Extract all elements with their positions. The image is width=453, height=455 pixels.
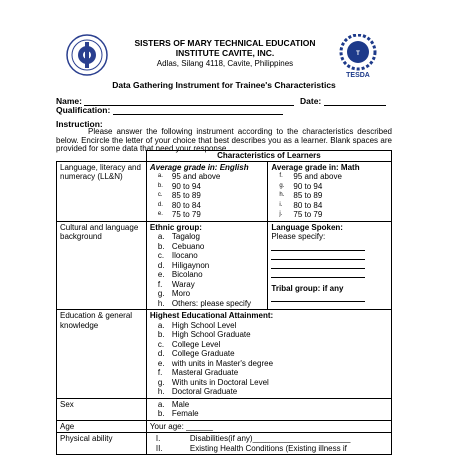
math-grade-title: Average grade in: Math [271,162,360,172]
option-item[interactable] [150,400,388,410]
option-item[interactable] [150,299,265,309]
option-item[interactable] [150,191,265,201]
option-letter: f. [157,368,163,377]
row-label: Sex [57,398,147,420]
table-header: Characteristics of Learners [146,151,391,162]
option-text: 90 to 94 [171,181,201,191]
education-title: Highest Educational Attainment: [149,311,274,320]
option-text: Doctoral Graduate [171,387,238,396]
language-blank-2[interactable] [271,251,365,260]
option-text: 85 to 89 [293,191,323,200]
school-seal-logo [66,34,108,76]
date-line[interactable] [324,105,386,106]
option-text: 75 to 79 [171,210,201,219]
option-item[interactable] [150,201,265,211]
option-item[interactable] [150,409,388,419]
document-title: Data Gathering Instrument for Trainee's Characteristics [112,80,336,90]
option-letter: g. [279,182,285,189]
education-options [150,321,388,397]
option-letter: e. [157,358,165,368]
option-text: 80 to 84 [293,200,323,210]
option-letter: i. [279,201,283,208]
option-letter: d. [157,349,165,358]
english-grade-title: Average grade in: English [149,162,249,172]
option-letter: I. [155,434,161,443]
tribal-blank[interactable] [271,293,365,302]
option-text: Disabilities(if any)______________________ [189,434,351,443]
option-item[interactable] [150,251,265,261]
option-item[interactable] [150,340,388,350]
option-text: Waray [171,279,195,289]
option-letter: a. [157,320,165,330]
option-letter: g. [157,377,165,387]
option-text: Cebuano [171,241,205,251]
option-letter: c. [157,339,165,349]
option-text: High School Graduate [171,330,251,339]
row-label: Cultural and language background [57,221,147,310]
option-item[interactable] [150,359,388,369]
language-blank-1[interactable] [271,242,365,251]
physical-options [150,434,388,453]
option-item[interactable] [150,349,388,359]
option-letter: f. [157,279,163,289]
learner-characteristics-table [56,150,392,455]
language-blank-4[interactable] [271,269,365,278]
date-field: Date: [300,96,386,106]
option-item[interactable] [150,172,265,182]
option-letter: a. [157,399,165,409]
option-letter: e. [157,211,163,217]
table-row [57,221,392,310]
option-letter: b. [157,241,165,251]
option-text: Masteral Graduate [171,368,239,377]
option-item[interactable] [150,261,265,271]
school-name: SISTERS OF MARY TECHNICAL EDUCATION [134,38,316,48]
option-letter: a. [157,173,163,179]
language-blank-3[interactable] [271,260,365,269]
tribal-group-title: Tribal group: if any [271,283,344,293]
option-item[interactable] [271,201,388,211]
option-text: College Graduate [171,349,235,358]
option-item[interactable] [150,210,265,220]
option-item[interactable] [150,289,265,299]
sex-options [150,400,388,419]
qualification-field: Qualification: [56,105,283,115]
table-row [57,433,392,455]
row-label: Language, literacy and numeracy (LL&N) [57,161,147,221]
option-letter: e. [157,270,165,279]
svg-text:T: T [356,51,360,57]
option-letter: h. [157,387,165,396]
option-text: With units in Doctoral Level [171,377,269,387]
option-text: Female [171,409,199,418]
option-letter: c. [157,192,163,198]
age-field[interactable]: Your age: ______ [146,420,391,433]
option-item[interactable] [150,368,388,378]
option-item[interactable] [150,232,265,242]
math-options [271,172,388,220]
option-text: 90 to 94 [293,181,323,191]
option-item[interactable] [271,182,388,192]
option-letter: d. [157,201,163,208]
option-letter: a. [157,232,165,241]
option-item[interactable] [150,434,388,444]
option-letter: h. [279,192,285,198]
option-item[interactable] [271,210,388,220]
option-letter: g. [157,289,165,298]
table-row [57,161,392,221]
option-item[interactable] [150,378,388,388]
option-text: Male [171,399,190,409]
ethnic-options [150,232,265,308]
option-item[interactable] [150,280,265,290]
option-letter: h. [157,298,165,308]
table-row [57,310,392,399]
option-letter: j. [279,211,283,217]
option-letter: b. [157,330,165,339]
option-item[interactable] [271,191,388,201]
option-text: 85 to 89 [171,191,201,200]
option-text: Others: please specify [171,298,252,308]
name-field: Name: [56,96,294,106]
option-text: Moro [171,289,191,298]
option-text: College Level [171,339,221,349]
option-item[interactable] [150,387,388,397]
option-letter: f. [279,173,283,179]
option-text: 75 to 79 [293,210,323,219]
option-text: Ilocano [171,251,198,260]
row-label: Physical ability [57,433,147,455]
option-text: 95 and above [171,172,221,181]
table-row [57,420,392,433]
school-address: Adlas, Silang 4118, Cavite, Philippines [156,59,294,68]
option-letter: b. [157,182,163,189]
english-options [150,172,265,220]
option-letter: c. [157,251,165,260]
language-spoken-sub: Please specify: [271,232,326,241]
option-item[interactable] [150,330,388,340]
instruction-text: Please answer the following instrument according to the characteristics described below. Encircle the letter of your choice that best describes you as a learner. Blank spaces are provided for some data that need your response. [56,127,392,153]
option-letter: d. [157,260,165,270]
option-letter: b. [157,409,165,418]
instruction-label: Instruction: [56,119,103,129]
option-text: Bicolano [171,270,203,279]
option-text: 95 and above [293,172,342,181]
institute-name: INSTITUTE CAVITE, INC. [175,48,275,58]
option-item[interactable] [150,182,265,192]
row-label: Education & general knowledge [57,310,147,399]
option-text: with units in Master's degree [171,358,274,368]
option-letter: II. [155,443,163,453]
option-text: Tagalog [171,232,200,241]
tesda-label: TESDA [346,72,370,79]
table-row [57,398,392,420]
option-item[interactable] [150,270,265,280]
qualification-line[interactable] [113,114,283,115]
option-item[interactable] [271,172,388,182]
option-text: 80 to 84 [171,200,201,210]
option-item[interactable] [150,321,388,331]
option-text: Existing Health Conditions (Existing illness if [189,443,347,453]
language-spoken-title: Language Spoken: [271,222,343,232]
option-item[interactable] [150,444,388,454]
row-label: Age [57,420,147,433]
ethnic-group-title: Ethnic group: [149,222,202,232]
option-text: High School Level [171,320,237,330]
option-text: Hiligaynon [171,260,210,270]
option-item[interactable] [150,242,265,252]
